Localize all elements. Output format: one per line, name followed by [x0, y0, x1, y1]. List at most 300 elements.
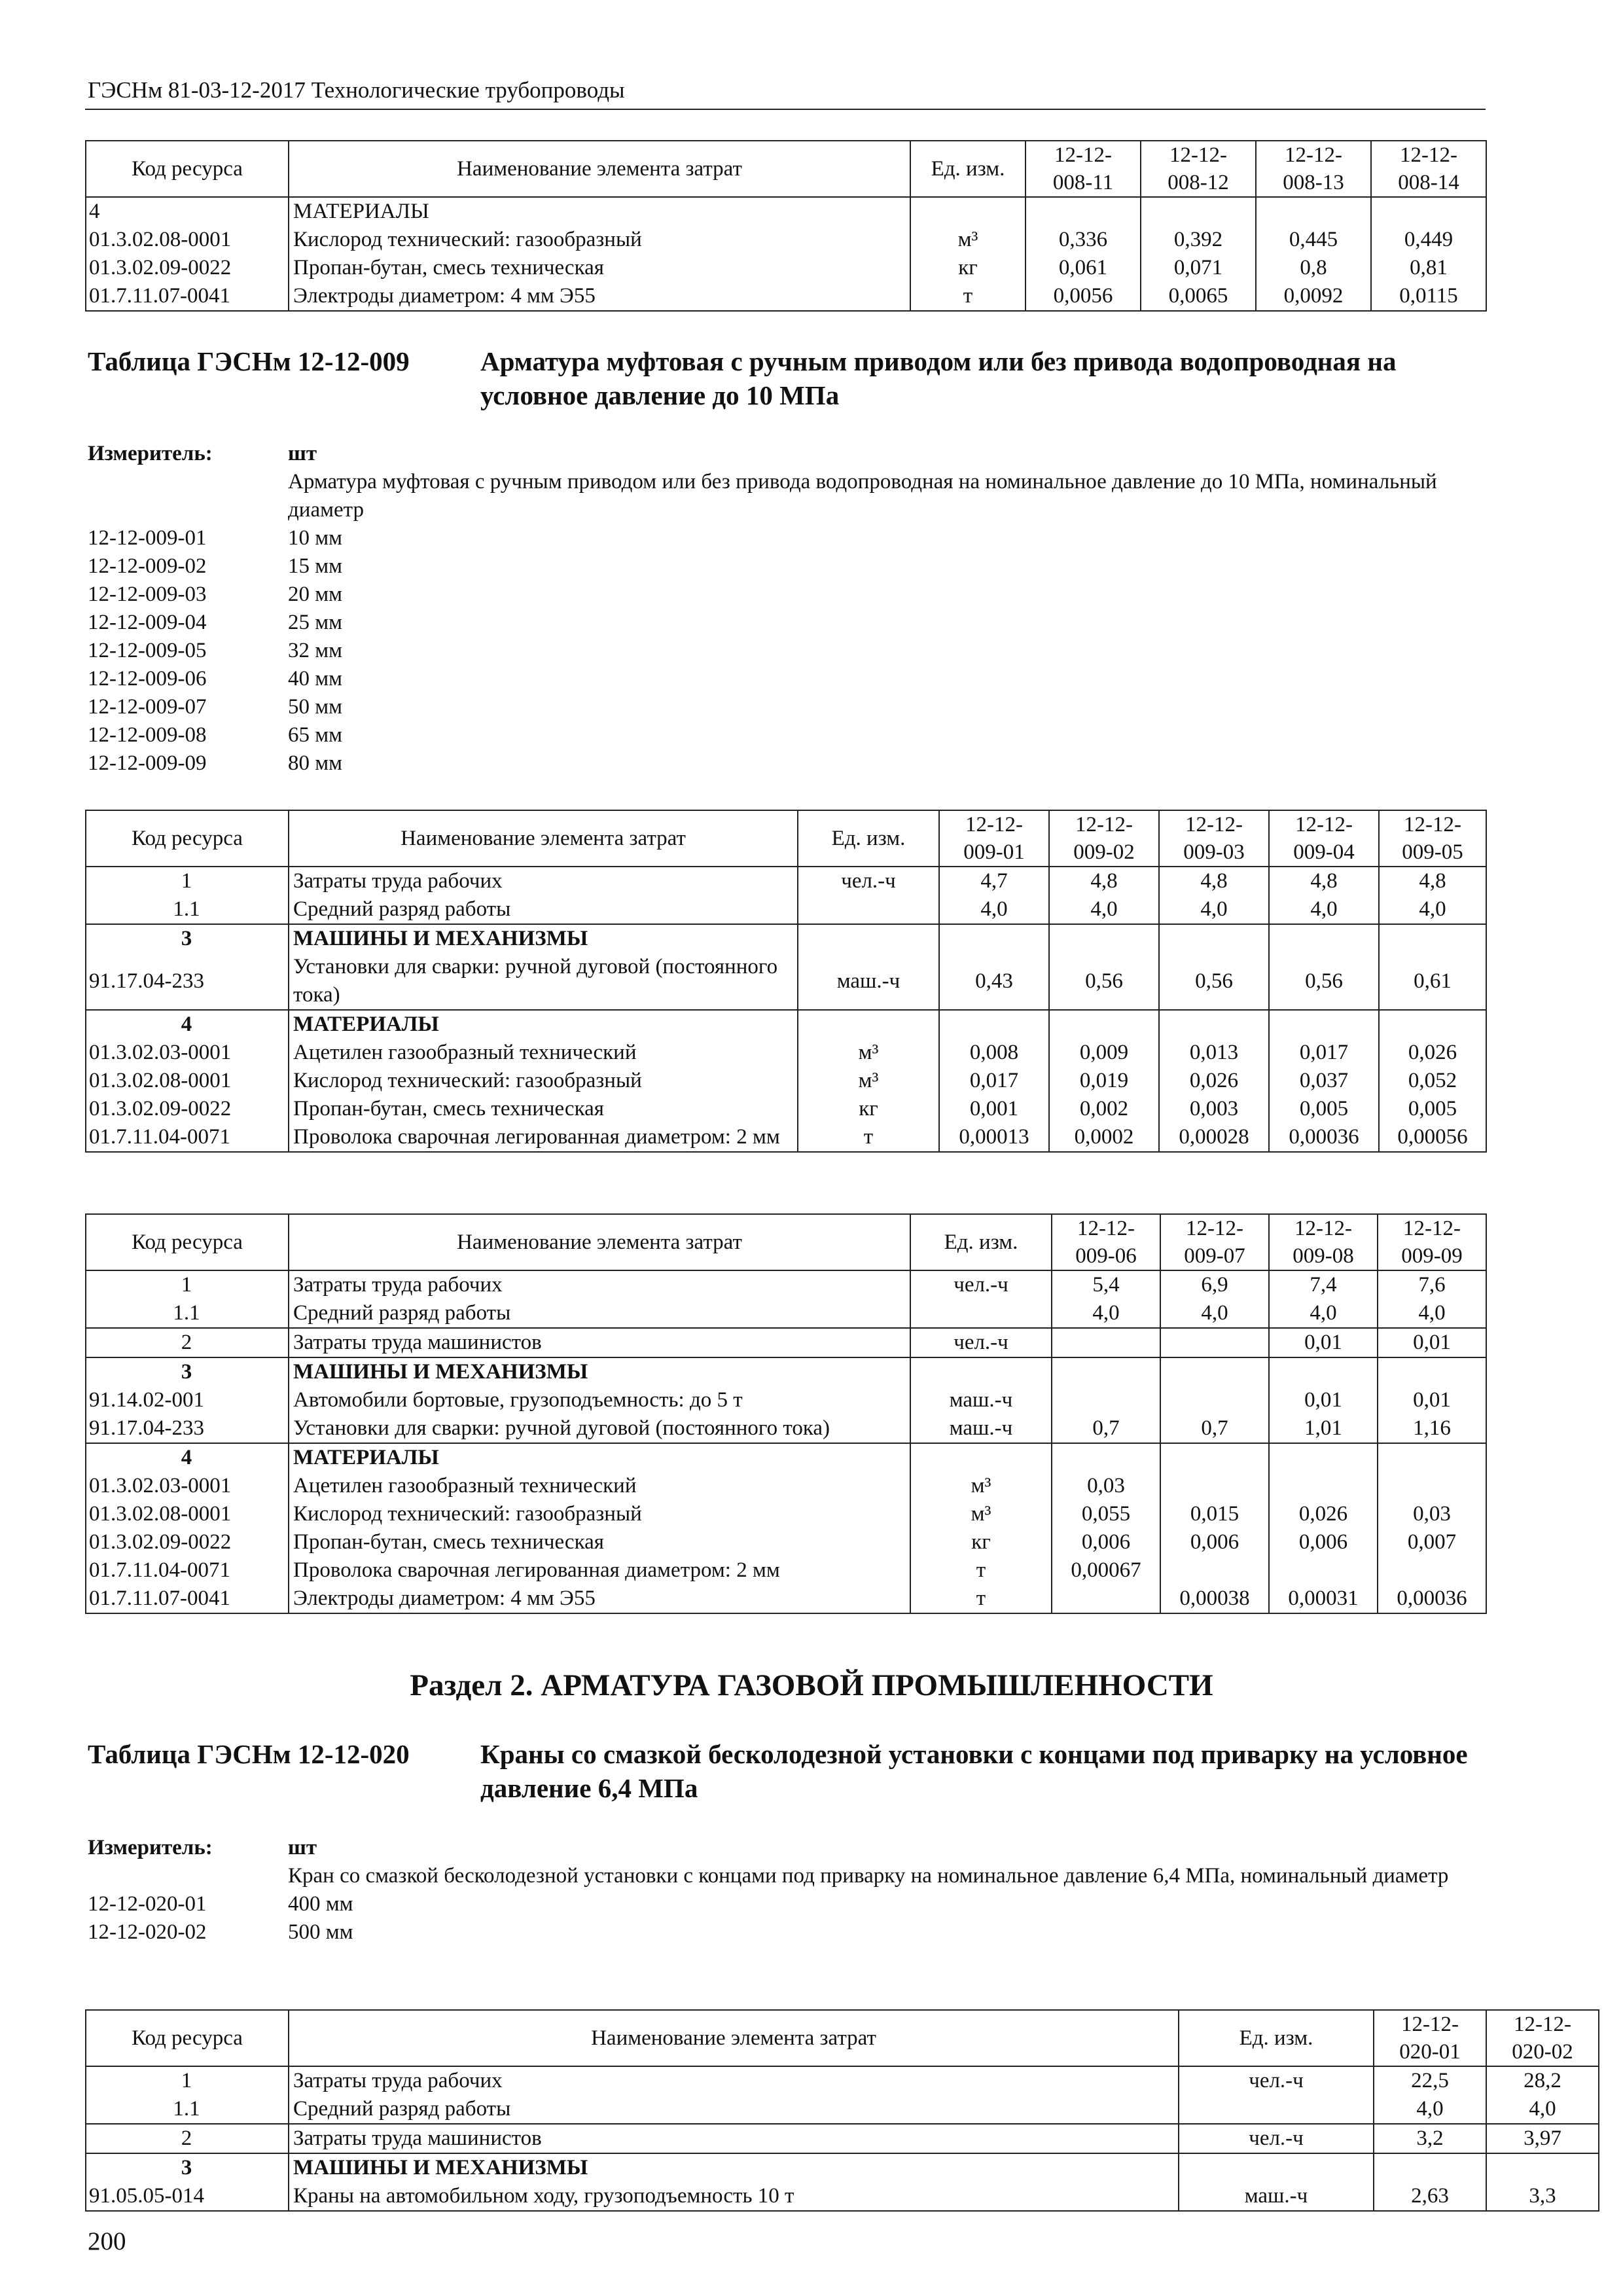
resource-unit: чел.-ч: [910, 1328, 1052, 1357]
header-name: Наименование элемента затрат: [289, 141, 910, 197]
norm-diameter: 10 мм: [288, 526, 343, 550]
header-rate-line: 12-12-: [965, 813, 1023, 836]
header-rate-line: 020-01: [1399, 2040, 1461, 2064]
header-rate-line: 12-12-: [1403, 1217, 1461, 1240]
norm-code: 12-12-009-05: [88, 639, 207, 662]
running-header: ГЭСНм 81-03-12-2017 Технологические трубопроводы: [88, 77, 625, 103]
rate-value: 3,97: [1486, 2124, 1599, 2153]
rate-value: [1374, 2153, 1486, 2182]
norm-item: [88, 1890, 1499, 1918]
table-row: [86, 1414, 1486, 1443]
rate-value: 5,4: [1052, 1270, 1160, 1299]
resource-code: 91.17.04-233: [86, 953, 289, 1010]
resource-unit: т: [910, 282, 1026, 311]
rate-value: 0,445: [1256, 226, 1371, 254]
rate-value: 0,003: [1159, 1095, 1269, 1123]
rate-value: [1256, 197, 1371, 226]
header-rate-column: [1141, 141, 1256, 197]
rate-value: [1160, 1443, 1269, 1472]
table-row: [86, 226, 1486, 254]
rate-value: 0,055: [1052, 1500, 1160, 1528]
rate-value: 0,002: [1049, 1095, 1159, 1123]
norm-diameter: 40 мм: [288, 667, 343, 691]
norm-code: 12-12-009-01: [88, 526, 207, 550]
table-row: [86, 1386, 1486, 1414]
rate-value: 3,2: [1374, 2124, 1486, 2153]
rate-value: [939, 1010, 1049, 1039]
table-row: [86, 1270, 1486, 1299]
rate-value: 0,00038: [1160, 1585, 1269, 1613]
measure-label: Измеритель:: [88, 442, 213, 465]
resource-name: МАТЕРИАЛЫ: [289, 1010, 798, 1039]
rate-value: [1269, 1010, 1379, 1039]
measure-block-009: [88, 440, 1499, 778]
resource-unit: кг: [910, 254, 1026, 282]
resource-code: 3: [86, 2153, 289, 2182]
resource-name: МАШИНЫ И МЕХАНИЗМЫ: [289, 2153, 1179, 2182]
norm-diameter: 500 мм: [288, 1920, 353, 1944]
table-row: [86, 2095, 1599, 2124]
header-rate-line: 008-14: [1398, 171, 1459, 194]
norm-item: [88, 581, 1499, 609]
resource-code: 01.7.11.07-0041: [86, 282, 289, 311]
norm-item: [88, 665, 1499, 693]
resource-code: 2: [86, 2124, 289, 2153]
table-row: [86, 1067, 1486, 1095]
rate-value: 4,0: [1269, 895, 1379, 924]
resource-unit: маш.-ч: [1179, 2182, 1374, 2211]
rate-value: 0,00056: [1379, 1123, 1486, 1152]
rate-value: 0,001: [939, 1095, 1049, 1123]
rate-value: 28,2: [1486, 2066, 1599, 2095]
rate-value: 4,0: [1052, 1299, 1160, 1328]
measure-row: [88, 1834, 1499, 1862]
rate-value: [1049, 1010, 1159, 1039]
resource-code: 01.3.02.08-0001: [86, 1067, 289, 1095]
resource-code: 1: [86, 2066, 289, 2095]
table-row: [86, 1528, 1486, 1556]
rate-value: [1052, 1443, 1160, 1472]
resource-code: 3: [86, 1357, 289, 1386]
header-rate-column: [1160, 1214, 1269, 1270]
header-rate-line: 12-12-: [1400, 143, 1457, 167]
norm-diameter: 15 мм: [288, 554, 343, 578]
header-rate-line: 009-06: [1075, 1244, 1137, 1268]
resource-code: 1.1: [86, 895, 289, 924]
header-name: Наименование элемента затрат: [289, 2010, 1179, 2066]
table-row: [86, 197, 1486, 226]
table-row: [86, 2124, 1599, 2153]
measure-unit: шт: [288, 442, 317, 465]
resource-name: МАШИНЫ И МЕХАНИЗМЫ: [289, 1357, 910, 1386]
rate-value: [1379, 924, 1486, 953]
table-row: [86, 1585, 1486, 1613]
header-unit: Ед. изм.: [798, 810, 939, 867]
table-row: [86, 1500, 1486, 1528]
resource-unit: м³: [910, 1500, 1052, 1528]
rate-value: 0,01: [1378, 1386, 1486, 1414]
rate-value: 4,7: [939, 867, 1049, 895]
header-rate-column: [1256, 141, 1371, 197]
rate-value: 4,8: [1379, 867, 1486, 895]
resource-code: 91.14.02-001: [86, 1386, 289, 1414]
resource-name: Ацетилен газообразный технический: [289, 1472, 910, 1500]
resource-name: Проволока сварочная легированная диаметром: 2 мм: [289, 1556, 910, 1585]
rate-value: 0,56: [1159, 953, 1269, 1010]
resource-code: 91.05.05-014: [86, 2182, 289, 2211]
resource-name: Затраты труда машинистов: [289, 1328, 910, 1357]
resource-name: Средний разряд работы: [289, 1299, 910, 1328]
rate-value: 0,0002: [1049, 1123, 1159, 1152]
resource-name: МАШИНЫ И МЕХАНИЗМЫ: [289, 924, 798, 953]
measure-row: [88, 440, 1499, 468]
resource-code: 01.3.02.09-0022: [86, 254, 289, 282]
table-row: [86, 953, 1486, 1010]
rate-value: 7,4: [1269, 1270, 1378, 1299]
rate-value: 0,013: [1159, 1039, 1269, 1067]
resource-name: Кислород технический: газообразный: [289, 1067, 798, 1095]
header-rate-column: [1269, 1214, 1378, 1270]
rate-value: [1159, 1010, 1269, 1039]
resource-unit: [1179, 2153, 1374, 2182]
header-rate-column: [1052, 1214, 1160, 1270]
resource-name: Электроды диаметром: 4 мм Э55: [289, 1585, 910, 1613]
resource-unit: маш.-ч: [910, 1386, 1052, 1414]
rate-value: 0,071: [1141, 254, 1256, 282]
rate-value: 1,16: [1378, 1414, 1486, 1443]
rate-value: [1379, 1010, 1486, 1039]
rate-value: 0,00013: [939, 1123, 1049, 1152]
norm-item: [88, 1918, 1499, 1946]
rate-value: [1159, 924, 1269, 953]
norm-diameter: 20 мм: [288, 583, 343, 606]
resource-unit: [798, 895, 939, 924]
rate-value: [1378, 1472, 1486, 1500]
norm-code: 12-12-009-04: [88, 611, 207, 634]
rate-value: [1052, 1328, 1160, 1357]
table-row: [86, 1039, 1486, 1067]
rate-value: 4,0: [939, 895, 1049, 924]
header-code: Код ресурса: [86, 1214, 289, 1270]
rate-value: 1,01: [1269, 1414, 1378, 1443]
rate-value: 0,017: [939, 1067, 1049, 1095]
rate-value: 0,0092: [1256, 282, 1371, 311]
resource-name: Пропан-бутан, смесь техническая: [289, 1528, 910, 1556]
rate-value: 3,3: [1486, 2182, 1599, 2211]
resource-name: МАТЕРИАЛЫ: [289, 197, 910, 226]
table-row: [86, 867, 1486, 895]
rate-value: 0,0065: [1141, 282, 1256, 311]
resource-code: 1: [86, 867, 289, 895]
header-row: [86, 2010, 1599, 2066]
header-rate-column: [1269, 810, 1379, 867]
norm-diameter: 65 мм: [288, 723, 343, 747]
header-rate-line: 009-07: [1184, 1244, 1245, 1268]
resource-name: Затраты труда рабочих: [289, 1270, 910, 1299]
rate-value: 4,8: [1269, 867, 1379, 895]
header-rate-line: 12-12-: [1401, 2013, 1459, 2036]
table-row: [86, 1123, 1486, 1152]
rate-value: 0,00028: [1159, 1123, 1269, 1152]
rate-value: 0,005: [1269, 1095, 1379, 1123]
resource-code: 01.3.02.09-0022: [86, 1528, 289, 1556]
rate-value: 0,81: [1371, 254, 1486, 282]
table-row: [86, 895, 1486, 924]
resource-name: Пропан-бутан, смесь техническая: [289, 254, 910, 282]
table-row: [86, 282, 1486, 311]
resource-unit: чел.-ч: [1179, 2124, 1374, 2153]
norm-item: [88, 552, 1499, 581]
rate-value: [1160, 1472, 1269, 1500]
rate-value: 4,0: [1378, 1299, 1486, 1328]
header-rate-line: 009-02: [1073, 840, 1135, 864]
header-code: Код ресурса: [86, 141, 289, 197]
resource-code: 91.17.04-233: [86, 1414, 289, 1443]
header-unit: Ед. изм.: [910, 141, 1026, 197]
table-row: [86, 1299, 1486, 1328]
rate-value: 0,006: [1160, 1528, 1269, 1556]
rate-value: 0,61: [1379, 953, 1486, 1010]
resource-name: Затраты труда рабочих: [289, 2066, 1179, 2095]
resource-code: 01.3.02.08-0001: [86, 226, 289, 254]
norm-item: [88, 721, 1499, 749]
rate-value: 4,0: [1269, 1299, 1378, 1328]
norm-code: 12-12-009-08: [88, 723, 207, 747]
header-rate-line: 12-12-: [1186, 1217, 1243, 1240]
rate-value: [1269, 924, 1379, 953]
resource-unit: [1179, 2095, 1374, 2124]
resource-unit: [910, 1299, 1052, 1328]
rate-value: 0,0056: [1026, 282, 1141, 311]
resource-unit: чел.-ч: [798, 867, 939, 895]
rate-value: [1141, 197, 1256, 226]
resource-code: 1.1: [86, 1299, 289, 1328]
header-rate-line: 12-12-: [1404, 813, 1461, 836]
rate-value: 0,006: [1269, 1528, 1378, 1556]
resource-unit: чел.-ч: [910, 1270, 1052, 1299]
header-rule: [85, 109, 1486, 110]
norm-item: [88, 637, 1499, 665]
resource-unit: м³: [798, 1067, 939, 1095]
rate-value: 0,56: [1049, 953, 1159, 1010]
header-rate-line: 009-09: [1401, 1244, 1463, 1268]
table-row: [86, 924, 1486, 953]
rate-value: 0,019: [1049, 1067, 1159, 1095]
measure-label: Измеритель:: [88, 1836, 213, 1859]
header-row: [86, 1214, 1486, 1270]
resource-code: 01.3.02.09-0022: [86, 1095, 289, 1123]
header-rate-line: 020-02: [1512, 2040, 1573, 2064]
header-rate-line: 12-12-: [1077, 1217, 1135, 1240]
rate-value: 0,01: [1378, 1328, 1486, 1357]
header-name: Наименование элемента затрат: [289, 810, 798, 867]
header-rate-column: [1486, 2010, 1599, 2066]
resource-name: Пропан-бутан, смесь техническая: [289, 1095, 798, 1123]
header-rate-column: [1371, 141, 1486, 197]
rate-value: 0,8: [1256, 254, 1371, 282]
resource-code: 1.1: [86, 2095, 289, 2124]
resource-unit: кг: [910, 1528, 1052, 1556]
resource-name: Затраты труда рабочих: [289, 867, 798, 895]
rate-value: 4,8: [1159, 867, 1269, 895]
resource-name: Автомобили бортовые, грузоподъемность: до 5 т: [289, 1386, 910, 1414]
resource-unit: м³: [798, 1039, 939, 1067]
resource-unit: [798, 924, 939, 953]
resource-name: Кислород технический: газообразный: [289, 1500, 910, 1528]
measure-unit: шт: [288, 1836, 317, 1859]
rate-value: [1052, 1386, 1160, 1414]
rate-value: [1371, 197, 1486, 226]
resource-table-020: [85, 2009, 1599, 2212]
rate-value: 0,006: [1052, 1528, 1160, 1556]
header-rate-line: 008-12: [1168, 171, 1229, 194]
norm-item: [88, 693, 1499, 721]
rate-value: [1269, 1472, 1378, 1500]
resource-unit: кг: [798, 1095, 939, 1123]
rate-value: 0,336: [1026, 226, 1141, 254]
rate-value: 0,026: [1269, 1500, 1378, 1528]
resource-code: 01.7.11.04-0071: [86, 1123, 289, 1152]
rate-value: 4,0: [1486, 2095, 1599, 2124]
norm-code: 12-12-020-01: [88, 1892, 207, 1916]
resource-code: 4: [86, 197, 289, 226]
rate-value: 0,00067: [1052, 1556, 1160, 1585]
header-unit: Ед. изм.: [1179, 2010, 1374, 2066]
header-rate-line: 12-12-: [1054, 143, 1112, 167]
header-rate-line: 009-03: [1183, 840, 1245, 864]
table-row: [86, 1095, 1486, 1123]
rate-value: [1052, 1585, 1160, 1613]
header-rate-line: 009-05: [1402, 840, 1463, 864]
resource-unit: [910, 197, 1026, 226]
table-row: [86, 1357, 1486, 1386]
section-title: Раздел 2. АРМАТУРА ГАЗОВОЙ ПРОМЫШЛЕННОСТИ: [410, 1668, 1213, 1702]
resource-name: МАТЕРИАЛЫ: [289, 1443, 910, 1472]
norm-code: 12-12-009-03: [88, 583, 207, 606]
rate-value: 0,017: [1269, 1039, 1379, 1067]
header-rate-line: 12-12-: [1295, 813, 1353, 836]
rate-value: 0,03: [1378, 1500, 1486, 1528]
rate-value: [1052, 1357, 1160, 1386]
norm-diameter: 400 мм: [288, 1892, 353, 1916]
header-row: [86, 141, 1486, 197]
rate-value: 0,061: [1026, 254, 1141, 282]
header-row: [86, 810, 1486, 867]
table-row: [86, 2066, 1599, 2095]
rate-value: [939, 924, 1049, 953]
rate-value: 4,8: [1049, 867, 1159, 895]
resource-name: Средний разряд работы: [289, 895, 798, 924]
resource-table-009a: [85, 810, 1487, 1153]
resource-code: 3: [86, 924, 289, 953]
resource-unit: т: [798, 1123, 939, 1152]
rate-value: 4,0: [1379, 895, 1486, 924]
table-title-text: Арматура муфтовая с ручным приводом или без привода водопроводная на условное давление до 10 МПа: [480, 346, 1397, 410]
table-row: [86, 254, 1486, 282]
header-rate-column: [1049, 810, 1159, 867]
header-rate-column: [1159, 810, 1269, 867]
header-code: Код ресурса: [86, 2010, 289, 2066]
norm-item: [88, 524, 1499, 552]
norm-item: [88, 609, 1499, 637]
rate-value: [1269, 1556, 1378, 1585]
rate-value: 4,0: [1374, 2095, 1486, 2124]
norm-diameter: 32 мм: [288, 639, 343, 662]
resource-name: Кислород технический: газообразный: [289, 226, 910, 254]
rate-value: [1160, 1556, 1269, 1585]
resource-unit: т: [910, 1556, 1052, 1585]
resource-name: Средний разряд работы: [289, 2095, 1179, 2124]
rate-value: 0,005: [1379, 1095, 1486, 1123]
header-rate-column: [1026, 141, 1141, 197]
rate-value: 0,052: [1379, 1067, 1486, 1095]
header-rate-line: 008-11: [1052, 171, 1114, 194]
rate-value: 0,00031: [1269, 1585, 1378, 1613]
norm-item: [88, 749, 1499, 778]
resource-unit: [910, 1443, 1052, 1472]
rate-value: 4,0: [1159, 895, 1269, 924]
resource-code: 4: [86, 1443, 289, 1472]
resource-unit: т: [910, 1585, 1052, 1613]
rate-value: 0,7: [1160, 1414, 1269, 1443]
header-rate-line: 009-04: [1293, 840, 1355, 864]
measure-description: Арматура муфтовая с ручным приводом или без привода водопроводная на номинальное давление до 10 МПа, номинальный диаметр: [288, 470, 1437, 522]
rate-value: 0,037: [1269, 1067, 1379, 1095]
table-row: [86, 2153, 1599, 2182]
rate-value: 0,01: [1269, 1386, 1378, 1414]
rate-value: 0,015: [1160, 1500, 1269, 1528]
rate-value: [1026, 197, 1141, 226]
rate-value: 0,026: [1379, 1039, 1486, 1067]
header-rate-line: 12-12-: [1285, 143, 1342, 167]
rate-value: 0,009: [1049, 1039, 1159, 1067]
page-number: 200: [88, 2227, 126, 2255]
resource-code: 01.3.02.03-0001: [86, 1472, 289, 1500]
rate-value: 0,449: [1371, 226, 1486, 254]
norm-diameter: 50 мм: [288, 695, 343, 719]
resource-code: 2: [86, 1328, 289, 1357]
header-rate-line: 12-12-: [1169, 143, 1227, 167]
norm-code: 12-12-009-02: [88, 554, 207, 578]
rate-value: 0,392: [1141, 226, 1256, 254]
header-rate-column: [1378, 1214, 1486, 1270]
rate-value: 0,026: [1159, 1067, 1269, 1095]
table-row: [86, 1556, 1486, 1585]
rate-value: 0,01: [1269, 1328, 1378, 1357]
resource-code: 01.3.02.03-0001: [86, 1039, 289, 1067]
table-row: [86, 1443, 1486, 1472]
table-label: Таблица ГЭСНм 12-12-020: [88, 1739, 410, 1769]
resource-code: 4: [86, 1010, 289, 1039]
rate-value: [1378, 1443, 1486, 1472]
resource-unit: [910, 1357, 1052, 1386]
resource-name: Краны на автомобильном ходу, грузоподъемность 10 т: [289, 2182, 1179, 2211]
resource-name: Установки для сварки: ручной дуговой (постоянного тока): [289, 1414, 910, 1443]
rate-value: 2,63: [1374, 2182, 1486, 2211]
table-label: Таблица ГЭСНм 12-12-009: [88, 346, 410, 376]
rate-value: [1378, 1357, 1486, 1386]
rate-value: [1269, 1357, 1378, 1386]
header-unit: Ед. изм.: [910, 1214, 1052, 1270]
header-rate-line: 008-13: [1283, 171, 1344, 194]
header-rate-line: 12-12-: [1294, 1217, 1352, 1240]
resource-table-008: [85, 140, 1487, 312]
norm-diameter: 25 мм: [288, 611, 343, 634]
rate-value: 0,007: [1378, 1528, 1486, 1556]
norm-code: 12-12-009-06: [88, 667, 207, 691]
rate-value: [1049, 924, 1159, 953]
rate-value: 4,0: [1160, 1299, 1269, 1328]
